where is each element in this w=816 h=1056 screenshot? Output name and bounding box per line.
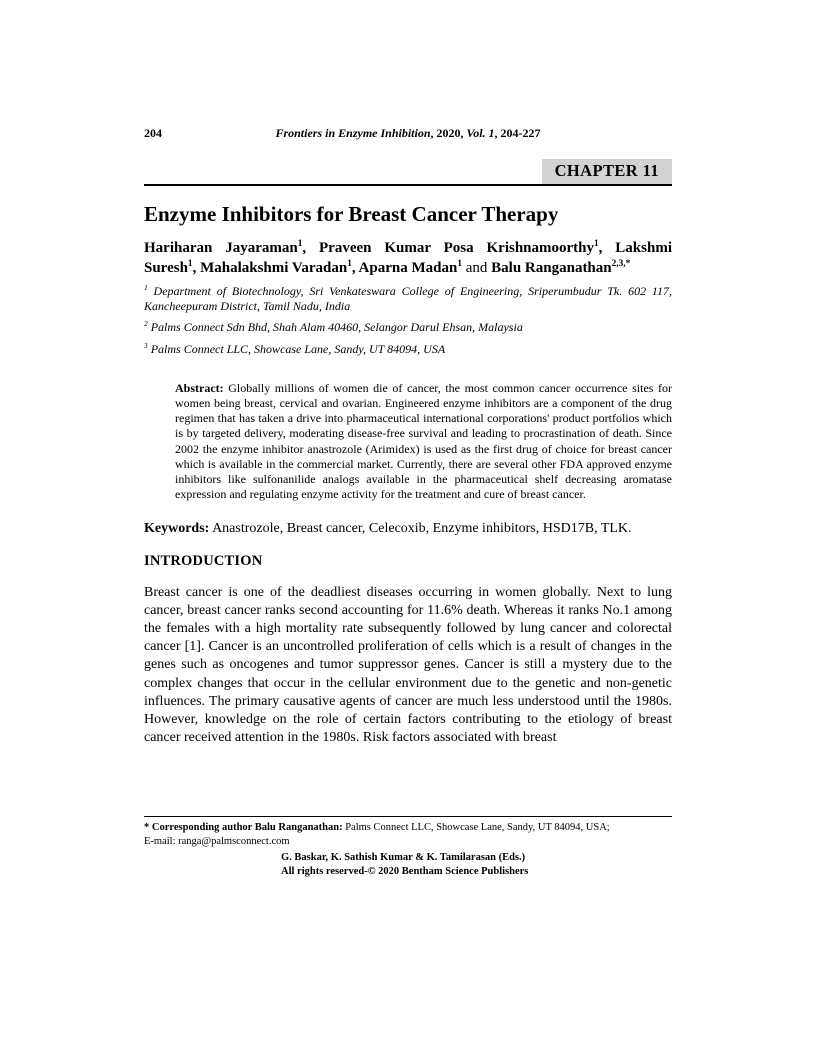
authors-line: Hariharan Jayaraman$^1$, Praveen Kumar Posa Krishnamoorthy$^1$, Lakshmi Suresh$^1$, Mahalakshmi Varadan$^1$, Aparna Madan$^1$ and Balu Ranganathan$^{2,3,*}$ <box>144 239 672 276</box>
affiliation-1-text: Department of Biotechnology, Sri Venkateswara College of Engineering, Sriperumbudur Tk. 602 117, Kancheepuram District, Tamil Nadu, India <box>144 284 673 313</box>
affiliation-1 <box>144 284 672 313</box>
publisher-footer <box>281 851 528 879</box>
keywords-text: Anastrozole, Breast cancer, Celecoxib, Enzyme inhibitors, HSD17B, TLK. <box>212 521 632 537</box>
affiliation-2-marker: 2 <box>144 319 148 329</box>
affiliation-1-marker: 1 <box>144 283 148 293</box>
affiliation-2 <box>144 320 672 335</box>
footer-rights: All rights reserved-© 2020 Bentham Science Publishers <box>281 865 529 877</box>
abstract-text: Globally millions of women die of cancer, the most common cancer occurrence sites for women being breast, cervical and ovarian. Engineered enzyme inhibitors are a component of the drug regimen that has taken a drive into pharmaceutical international corporations' product portfolios which is by targeted delivery, moderating disease-free survival and leading to procrastination of death. Since 2002 the enzyme inhibitor anastrozole (Arimidex) is used as the first drug of choice for breast cancer which is available in the commercial market. Currently, there are several other FDA approved enzyme inhibitors like sulfonanilide analogs available in the pharmaceutical shelf decreasing aromatase expression and regulating enzyme activity for the treatment and cure of breast cancer. <box>175 380 673 502</box>
affiliation-3-text: Palms Connect LLC, Showcase Lane, Sandy, UT 84094, USA <box>150 341 446 356</box>
affiliation-3 <box>144 342 672 357</box>
page-number: 204 <box>144 126 162 140</box>
section-heading-introduction: INTRODUCTION <box>144 552 263 569</box>
abstract-label: Abstract: <box>175 380 224 395</box>
affiliation-2-text: Palms Connect Sdn Bhd, Shah Alam 40460, Selangor Darul Ehsan, Malaysia <box>150 320 523 335</box>
keywords-label: Keywords: <box>144 521 210 537</box>
keywords <box>144 520 672 538</box>
footer-editors: G. Baskar, K. Sathish Kumar & K. Tamilarasan (Eds.) <box>281 852 526 863</box>
running-head: Frontiers in Enzyme Inhibition, 2020, Vol. 1, 204-227 <box>275 126 541 140</box>
page-header <box>144 126 672 141</box>
chapter-title: Enzyme Inhibitors for Breast Cancer Therapy <box>144 202 559 226</box>
introduction-paragraph: Breast cancer is one of the deadliest diseases occurring in women globally. Next to lung cancer, breast cancer ranks second accounting for 11.6% death. Whereas it ranks No.1 among the females with a high mortality rate subsequently followed by lung cancer and colorectal cancer [1]. Cancer is an uncontrolled proliferation of cells which is a result of changes in the genes such as oncogenes and tumor suppressor genes. Cancer is still a mystery due to the complex changes that occur in the cellular environment due to the genetic and non-genetic influences. The primary causative agents of cancer are much less understood until the 1980s. However, knowledge on the role of certain factors contributing to the etiology of breast cancer received attention in the 1980s. Risk factors associated with breast <box>144 584 672 746</box>
affiliation-3-marker: 3 <box>144 340 148 350</box>
page-content <box>144 126 672 747</box>
chapter-rule <box>144 159 672 186</box>
chapter-badge: CHAPTER 11 <box>542 159 672 184</box>
abstract <box>175 381 672 503</box>
affiliations <box>144 284 672 357</box>
corresponding-author-note: * Corresponding author Balu Ranganathan: Palms Connect LLC, Showcase Lane, Sandy, UT 84094, USA; E-mail: ranga@palmsconnect.com <box>144 816 672 848</box>
